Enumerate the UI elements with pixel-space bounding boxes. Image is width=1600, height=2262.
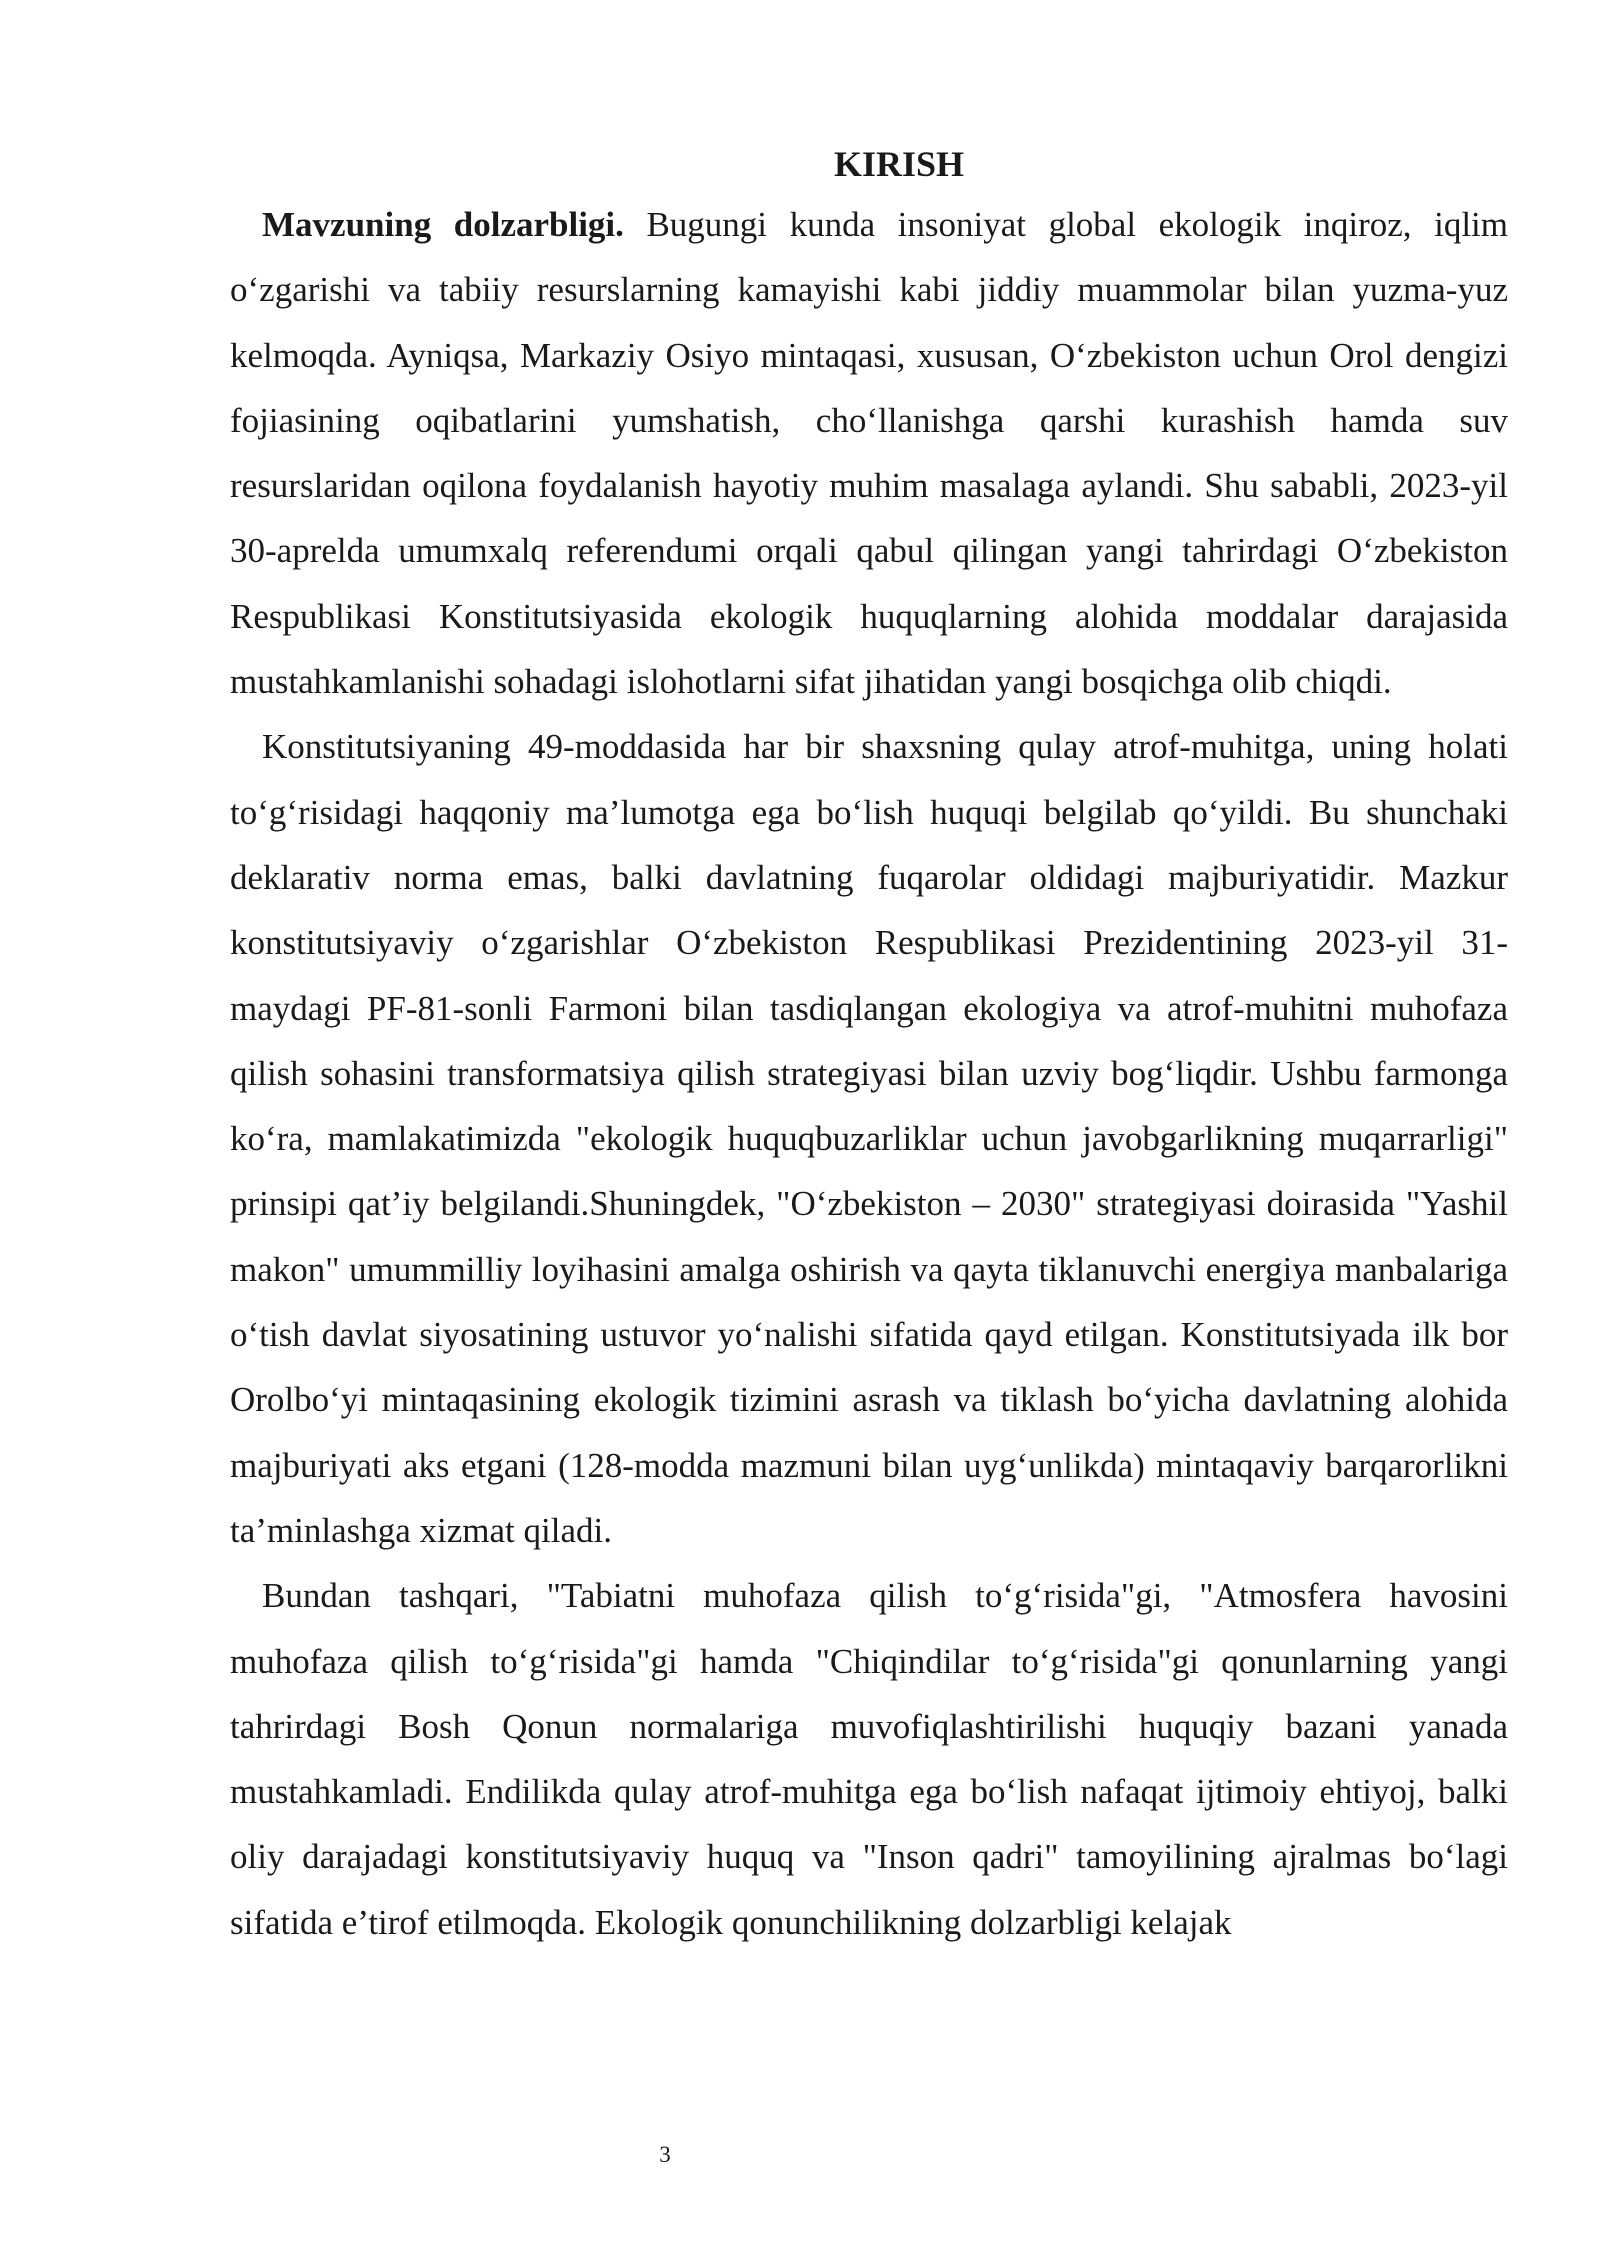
paragraph-3 <box>230 1563 1508 1955</box>
paragraph-lead: Mavzuning dolzarbligi. <box>262 205 624 244</box>
paragraph-text: Konstitutsiyaning 49-moddasida har bir shaxsning qulay atrof-muhitga, uning holati to‘g‘risidagi haqqoniy ma’lumotga ega bo‘lish huquqi belgilab qo‘yildi. Bu shunchaki deklarativ norma emas, balki davlatning fuqarolar oldidagi majburiyatidir. Mazkur konstitutsiyaviy o‘zgarishlar O‘zbekiston Respublikasi Prezidentining 2023-yil 31-maydagi PF-81-sonli Farmoni bilan tasdiqlangan ekologiya va atrof-muhitni muhofaza qilish sohasini transformatsiya qilish strategiyasi bilan uzviy bog‘liqdir. Ushbu farmonga ko‘ra, mamlakatimizda "ekologik huquqbuzarliklar uchun javobgarlikning muqarrarligi" prinsipi qat’iy belgilandi.Shuningdek, "O‘zbekiston – 2030" strategiyasi doirasida "Yashil makon" umummilliy loyihasini amalga oshirish va qayta tiklanuvchi energiya manbalariga o‘tish davlat siyosatining ustuvor yo‘nalishi sifatida qayd etilgan. Konstitutsiyada ilk bor Orolbo‘yi mintaqasining ekologik tizimini asrash va tiklash bo‘yicha davlatning alohida majburiyati aks etgani (128-modda mazmuni bilan uyg‘unlikda) mintaqaviy barqarorlikni ta’minlashga xizmat qiladi. <box>230 727 1508 1550</box>
paragraph-text: Bugungi kunda insoniyat global ekologik inqiroz, iqlim o‘zgarishi va tabiiy resurslarning kamayishi kabi jiddiy muammolar bilan yuzma-yuz kelmoqda. Ayniqsa, Markaziy Osiyo mintaqasi, xususan, O‘zbekiston uchun Orol dengizi fojiasining oqibatlarini yumshatish, cho‘llanishga qarshi kurashish hamda suv resurslaridan oqilona foydalanish hayotiy muhim masalaga aylandi. Shu sababli, 2023-yil 30-aprelda umumxalq referendumi orqali qabul qilingan yangi tahrirdagi O‘zbekiston Respublikasi Konstitutsiyasida ekologik huquqlarning alohida moddalar darajasida mustahkamlanishi sohadagi islohotlarni sifat jihatidan yangi bosqichga olib chiqdi. <box>230 205 1508 702</box>
paragraph-1 <box>230 192 1508 714</box>
section-title: KIRISH <box>833 144 965 184</box>
paragraph-2 <box>230 714 1508 1563</box>
document-page <box>230 140 1508 1955</box>
paragraph-text: Bundan tashqari, "Tabiatni muhofaza qilish to‘g‘risida"gi, "Atmosfera havosini muhofaza qilish to‘g‘risida"gi hamda "Chiqindilar to‘g‘risida"gi qonunlarning yangi tahrirdagi Bosh Qonun normalariga muvofiqlashtirilishi huquqiy bazani yanada mustahkamladi. Endilikda qulay atrof-muhitga ega bo‘lish nafaqat ijtimoiy ehtiyoj, balki oliy darajadagi konstitutsiyaviy huquq va "Inson qadri" tamoyilining ajralmas bo‘lagi sifatida e’tirof etilmoqda. Ekologik qonunchilikning dolzarbligi kelajak <box>230 1576 1508 1942</box>
page-number: 3 <box>659 2142 671 2167</box>
